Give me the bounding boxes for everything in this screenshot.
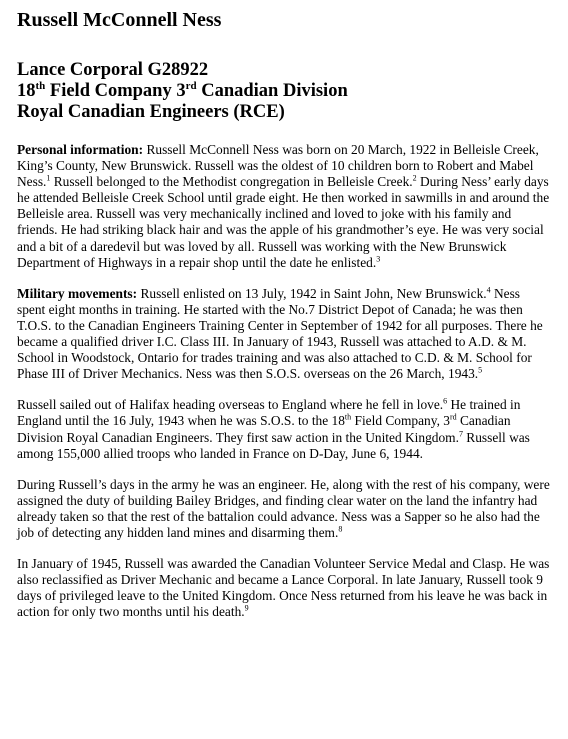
paragraph-engineer-duties: During Russell’s days in the army he was an engineer. He, along with the rest of his company, were assigned the duty of building Bailey Bridges, and finding clear water on the land the infantry had already taken so that the rest of the battalion could advance. Ness was a Sapper so he also had the job of detecting any hidden land mines and disarming them.$^8$: [17, 476, 550, 540]
document-body: [17, 142, 551, 620]
paragraph-1945: In January of 1945, Russell was awarded the Canadian Volunteer Service Medal and Clasp. He was also reclassified as Driver Mechanic and became a Lance Corporal. In late January, Russell took 9 days of privileged leave to the United Kingdom. Once Ness returned from his leave he was back in action for only two months until his death.$^9$: [17, 556, 550, 620]
footnote-ref: 7: [458, 429, 463, 439]
footnote-ref: 4: [486, 285, 491, 295]
section-label: Personal information:: [17, 142, 144, 157]
rank-line: Lance Corporal G28922: [17, 60, 209, 80]
footnote-ref: 6: [443, 396, 448, 406]
service-header: [17, 60, 551, 123]
footnote-ref: 3: [376, 254, 381, 264]
section-label: Military movements:: [17, 285, 138, 301]
footnote-ref: 1: [46, 173, 51, 183]
unit-line: 18th Field Company 3rd Canadian Division: [17, 79, 348, 101]
paragraph-military-movements: Military movements: Russell enlisted on 13 July, 1942 in Saint John, New Brunswick.$^4$ Ness spent eight months in training. He started with the No.7 District Depot of Canada; he was then T.O.S. to the Canadian Engineers Training Center in September of 1942 for all purposes. There he became a qualified driver I.C. Class III. In January of 1943, Russell was attached to A.D. & M. School in Woodstock, Ontario for trades training and was also attached to C.D. & M. School for Phase III of Driver Mechanics. Ness was then S.O.S. overseas on the 26 March, 1943.$^5$: [17, 285, 543, 382]
paragraph-personal-information: Personal information: Russell McConnell Ness was born on 20 March, 1922 in Belleisle Creek, King’s County, New Brunswick. Russell was the oldest of 10 children born to Robert and Mabel Ness.$^1$ Russell belonged to the Methodist congregation in Belleisle Creek.$^2$ During Ness’ early days he attended Belleisle Creek School until grade eight. He then worked in sawmills in and around the Belleisle area. Russell was very mechanically inclined and loved to joke with his family and friends. He had striking black hair and was the apple of his grandmother’s eye. He was very social and a bit of a daredevil but was loved by all. Russell was working with the New Brunswick Department of Highways in a repair shop until the date he enlisted.$^3$: [17, 142, 550, 270]
footnote-ref: 5: [478, 365, 483, 375]
footnote-ref: 8: [338, 524, 343, 534]
footnote-ref: 9: [244, 603, 249, 613]
corps-line: Royal Canadian Engineers (RCE): [17, 102, 285, 122]
paragraph-overseas: Russell sailed out of Halifax heading overseas to England where he fell in love.$^6$ He trained in England until the 16 July, 1943 when he was S.O.S. to the 18th Field Company, 3rd Canadian Division Royal Canadian Engineers. They first saw action in the United Kingdom.$^7$ Russell was among 155,000 allied troops who landed in France on D-Day, June 6, 1944.: [17, 396, 530, 461]
footnote-ref: 2: [412, 173, 417, 183]
document-title: Russell McConnell Ness: [17, 9, 222, 31]
